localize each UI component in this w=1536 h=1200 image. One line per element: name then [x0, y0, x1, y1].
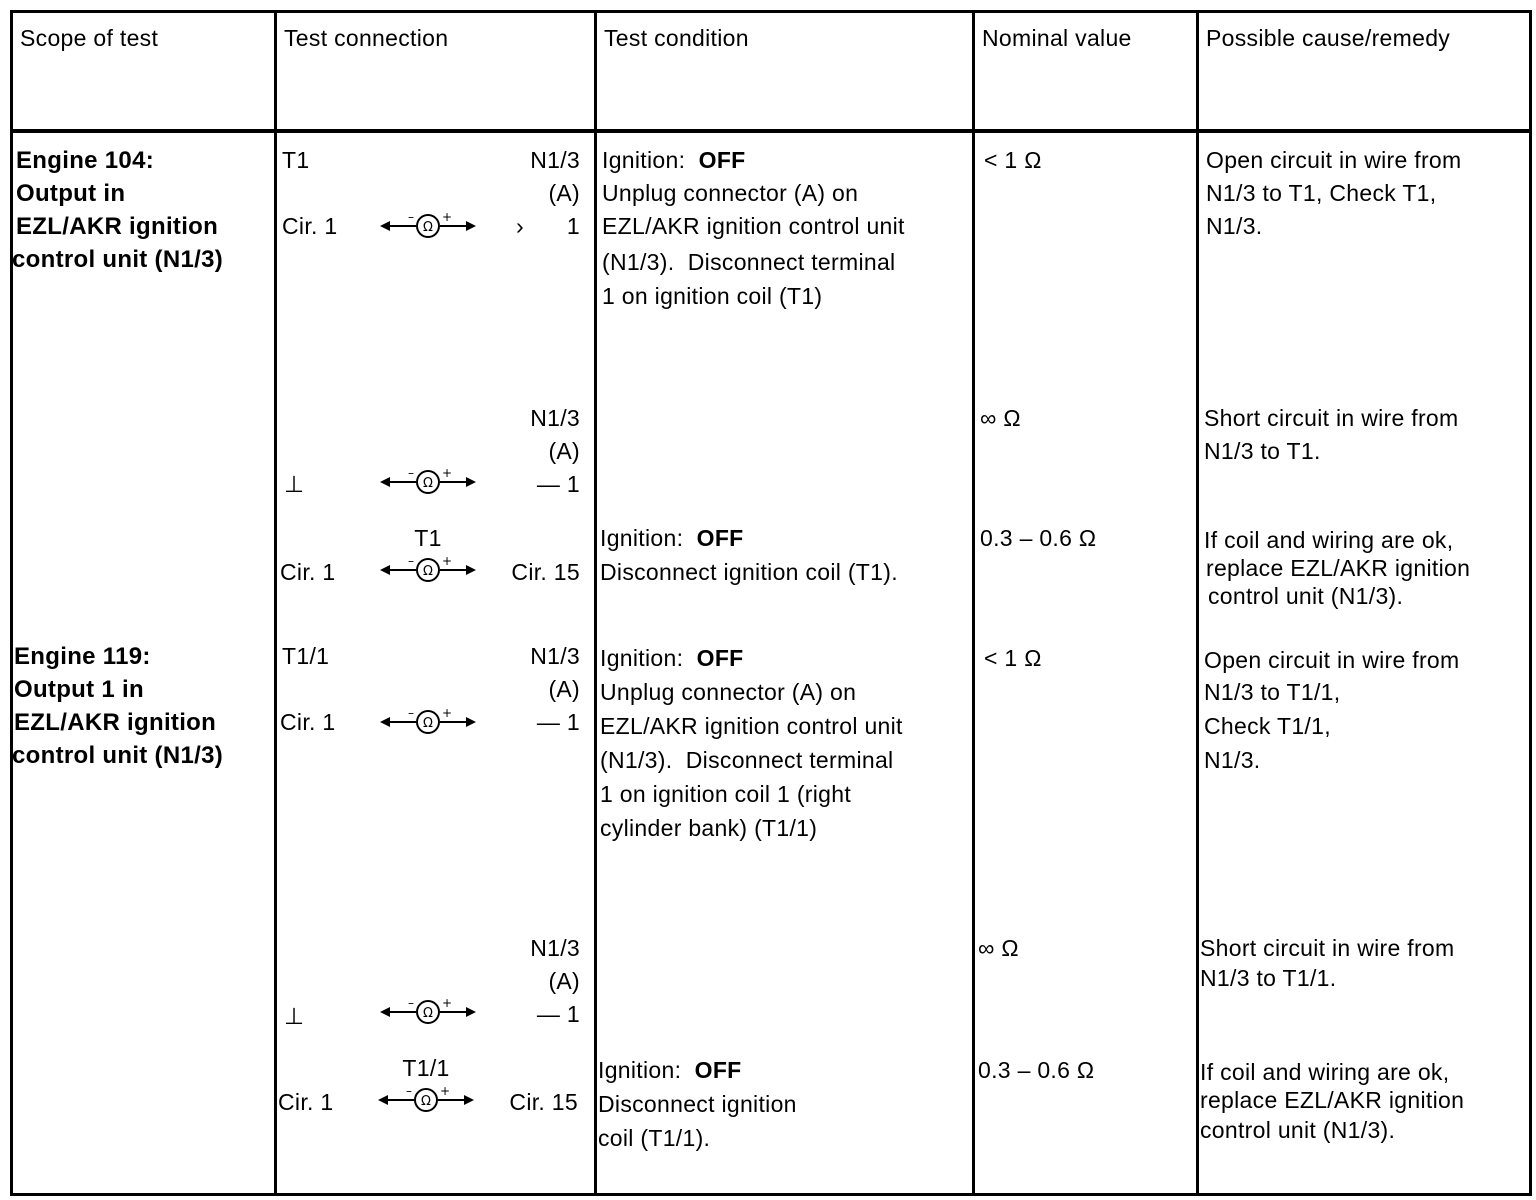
connection-right: — 1	[536, 471, 580, 497]
nominal-value: < 1 Ω	[984, 645, 1042, 671]
svg-text:Ω: Ω	[421, 1094, 431, 1109]
connection-left: Cir. 1	[282, 213, 338, 239]
svg-text:+: +	[442, 556, 453, 568]
connection-left: Cir. 1	[280, 709, 336, 735]
remedy-line: N1/3.	[1204, 747, 1261, 773]
condition-line: Disconnect ignition	[598, 1091, 797, 1117]
remedy-line: N1/3 to T1.	[1204, 438, 1321, 464]
ohmmeter-icon	[378, 998, 478, 1026]
svg-text:+: +	[442, 998, 453, 1010]
svg-text:–: –	[408, 998, 414, 1010]
scope-line: EZL/AKR ignition	[16, 213, 219, 240]
table-border-left	[10, 10, 13, 1196]
scope-line: Output 1 in	[14, 676, 144, 703]
condition-line: Ignition: OFF	[602, 147, 746, 173]
svg-text:Ω: Ω	[423, 716, 433, 731]
nominal-value: 0.3 – 0.6 Ω	[978, 1057, 1095, 1083]
condition-line: 1 on ignition coil (T1)	[602, 283, 823, 309]
condition-line: EZL/AKR ignition control unit	[600, 713, 903, 739]
ohmmeter-icon	[378, 708, 478, 736]
connection-right-mid: (A)	[548, 676, 580, 702]
header-divider	[10, 129, 1532, 133]
ohmmeter-icon	[376, 1086, 476, 1114]
header-condition: Test condition	[604, 25, 749, 51]
svg-text:+: +	[442, 468, 453, 480]
svg-text:–: –	[408, 708, 414, 720]
table-border-right	[1529, 10, 1532, 1196]
scope-line: control unit (N1/3)	[12, 742, 224, 769]
remedy-line: N1/3 to T1/1,	[1204, 679, 1341, 705]
remedy-line: N1/3 to T1/1.	[1200, 965, 1337, 991]
connection-right-top: N1/3	[530, 405, 580, 431]
condition-line: EZL/AKR ignition control unit	[602, 213, 905, 239]
remedy-line: control unit (N1/3).	[1200, 1117, 1396, 1143]
remedy-line: Short circuit in wire from	[1200, 935, 1455, 961]
connection-left: Cir. 1	[280, 559, 336, 585]
condition-line: Disconnect ignition coil (T1).	[600, 559, 898, 585]
connection-right: 1	[566, 213, 580, 239]
column-divider-1	[274, 10, 277, 1196]
scope-line: Engine 119:	[14, 643, 151, 670]
connection-left: Cir. 1	[278, 1089, 334, 1115]
header-nominal: Nominal value	[982, 25, 1132, 51]
condition-line: 1 on ignition coil 1 (right	[600, 781, 852, 807]
remedy-line: If coil and wiring are ok,	[1200, 1059, 1450, 1085]
remedy-line: Short circuit in wire from	[1204, 405, 1459, 431]
svg-text:Ω: Ω	[423, 564, 433, 579]
condition-line: Ignition: OFF	[598, 1057, 742, 1083]
scope-line: Output in	[16, 180, 126, 207]
svg-text:+: +	[442, 212, 453, 224]
ground-symbol: ⊥	[284, 471, 305, 497]
svg-text:+: +	[442, 708, 453, 720]
remedy-line: replace EZL/AKR ignition	[1200, 1087, 1465, 1113]
connection-right-top: N1/3	[530, 643, 580, 669]
connection-right-mid: (A)	[548, 180, 580, 206]
condition-line: cylinder bank) (T1/1)	[600, 815, 818, 841]
condition-line: Ignition: OFF	[600, 645, 744, 671]
svg-text:–: –	[408, 556, 414, 568]
remedy-line: Open circuit in wire from	[1206, 147, 1462, 173]
header-remedy: Possible cause/remedy	[1206, 25, 1451, 51]
connection-right-top: N1/3	[530, 147, 580, 173]
svg-text:Ω: Ω	[423, 1006, 433, 1021]
svg-text:Ω: Ω	[423, 476, 433, 491]
remedy-line: Check T1/1,	[1204, 713, 1331, 739]
condition-line: (N1/3). Disconnect terminal	[602, 249, 896, 275]
remedy-line: N1/3 to T1, Check T1,	[1206, 180, 1437, 206]
svg-text:–: –	[408, 212, 414, 224]
scope-line: Engine 104:	[16, 147, 155, 174]
column-divider-2	[594, 10, 597, 1196]
column-divider-3	[972, 10, 975, 1196]
connection-center-top: T1/1	[402, 1055, 450, 1081]
condition-line: Unplug connector (A) on	[602, 180, 859, 206]
scope-line: control unit (N1/3)	[12, 246, 224, 273]
condition-line: coil (T1/1).	[598, 1125, 711, 1151]
condition-line: Ignition: OFF	[600, 525, 744, 551]
nominal-value: ∞ Ω	[980, 405, 1021, 431]
condition-line: (N1/3). Disconnect terminal	[600, 747, 894, 773]
remedy-line: Open circuit in wire from	[1204, 647, 1460, 673]
remedy-line: If coil and wiring are ok,	[1204, 527, 1454, 553]
connection-right: — 1	[536, 709, 580, 735]
connection-right-mid: (A)	[548, 968, 580, 994]
connection-left-top: T1	[282, 147, 310, 173]
table-border-bottom	[10, 1193, 1532, 1196]
connection-right: — 1	[536, 1001, 580, 1027]
svg-text:–: –	[408, 468, 414, 480]
ohmmeter-icon	[378, 556, 478, 584]
header-connection: Test connection	[284, 25, 449, 51]
table-border-top	[10, 10, 1532, 13]
svg-text:Ω: Ω	[423, 220, 433, 235]
header-scope: Scope of test	[20, 25, 159, 51]
connection-left-top: T1/1	[282, 643, 330, 669]
remedy-line: control unit (N1/3).	[1208, 583, 1404, 609]
connection-right: Cir. 15	[511, 559, 580, 585]
nominal-value: < 1 Ω	[984, 147, 1042, 173]
condition-line: Unplug connector (A) on	[600, 679, 857, 705]
ohmmeter-icon	[378, 212, 478, 240]
column-divider-4	[1196, 10, 1199, 1196]
connector-bracket: ›	[516, 213, 524, 239]
scope-line: EZL/AKR ignition	[14, 709, 217, 736]
connection-center-top: T1	[414, 525, 442, 551]
nominal-value: ∞ Ω	[978, 935, 1019, 961]
ohmmeter-icon	[378, 468, 478, 496]
connection-right-top: N1/3	[530, 935, 580, 961]
connection-right-mid: (A)	[548, 438, 580, 464]
svg-text:+: +	[440, 1086, 451, 1098]
svg-text:–: –	[406, 1086, 412, 1098]
remedy-line: N1/3.	[1206, 213, 1263, 239]
connection-right: Cir. 15	[509, 1089, 578, 1115]
remedy-line: replace EZL/AKR ignition	[1206, 555, 1471, 581]
nominal-value: 0.3 – 0.6 Ω	[980, 525, 1097, 551]
ground-symbol: ⊥	[284, 1003, 305, 1029]
